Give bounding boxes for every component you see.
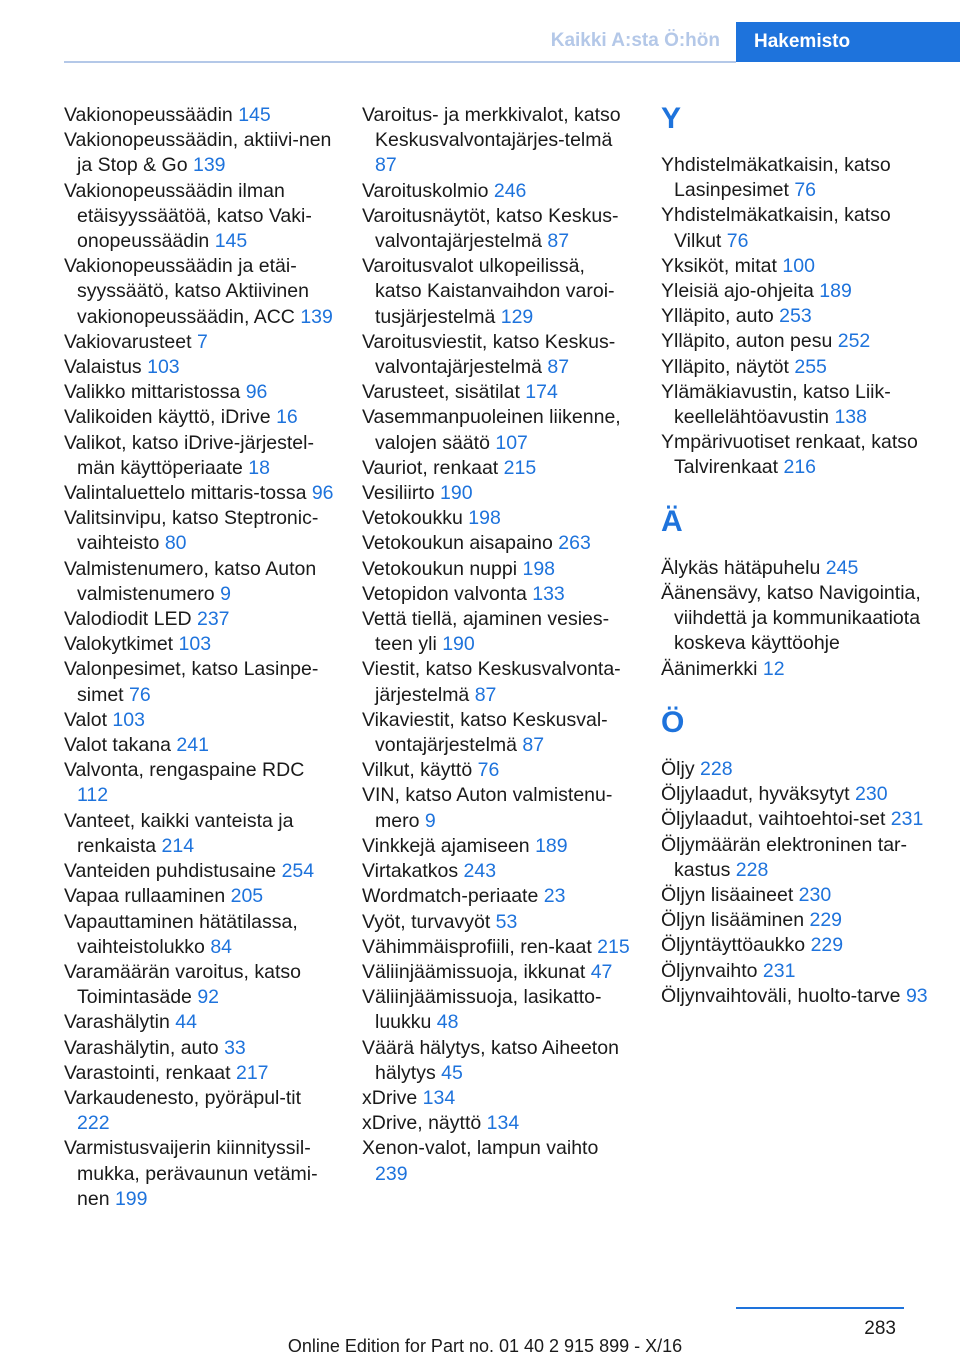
index-entry bbox=[64, 910, 334, 960]
index-entry bbox=[362, 380, 632, 405]
index-entry bbox=[64, 557, 334, 607]
footer-rule bbox=[736, 1307, 904, 1309]
index-entry bbox=[661, 430, 931, 480]
page-link[interactable]: 87 bbox=[522, 734, 545, 757]
index-entry bbox=[661, 355, 931, 380]
section-title: Kaikki A:sta Ö:hön bbox=[550, 30, 720, 51]
entry-term: Valodiodit LED bbox=[64, 608, 197, 631]
entry-term: Vilkut, käyttö bbox=[362, 759, 478, 782]
index-entry bbox=[661, 304, 931, 329]
entry-term: Varoituskolmio bbox=[362, 179, 494, 202]
entry-term: Vakiovarusteet bbox=[64, 330, 197, 353]
index-entry bbox=[64, 355, 334, 380]
entry-term: Valot takana bbox=[64, 734, 177, 757]
entry-term: Vauriot, renkaat bbox=[362, 456, 504, 479]
page-link[interactable]: 215 bbox=[503, 456, 537, 479]
page-link[interactable]: 80 bbox=[164, 532, 187, 555]
index-tab[interactable]: Hakemisto bbox=[736, 22, 960, 62]
index-section-ae bbox=[661, 556, 931, 682]
page-link[interactable]: 263 bbox=[558, 532, 591, 555]
index-entry bbox=[362, 582, 632, 607]
index-entry bbox=[661, 203, 931, 253]
entry-term: Öljynvaihtoväli, huolto-tarve bbox=[661, 984, 906, 1007]
index-column-3 bbox=[661, 103, 931, 1009]
section-gap bbox=[661, 481, 931, 506]
index-entry bbox=[64, 960, 334, 1010]
entry-term: Varastointi, renkaat bbox=[64, 1061, 236, 1084]
entry-term: Vesiliirto bbox=[362, 482, 441, 505]
entry-term: Öljymäärän elektroninen tar-kastus bbox=[661, 833, 908, 881]
entry-term: Väärä hälytys, katso Aiheeton hälytys bbox=[362, 1036, 619, 1084]
index-entry bbox=[362, 910, 632, 935]
index-entry bbox=[362, 405, 632, 455]
page-link[interactable]: 228 bbox=[735, 858, 769, 881]
index-entry bbox=[661, 908, 931, 933]
index-entry bbox=[362, 506, 632, 531]
index-entry bbox=[64, 506, 334, 556]
page-link[interactable]: 133 bbox=[532, 582, 565, 605]
index-column-1 bbox=[64, 103, 334, 1212]
index-entry bbox=[64, 431, 334, 481]
section-gap bbox=[661, 682, 931, 707]
page-link[interactable]: 18 bbox=[248, 456, 270, 479]
index-entry bbox=[64, 733, 334, 758]
entry-term: Varashälytin, auto bbox=[64, 1036, 225, 1059]
page-link[interactable]: 228 bbox=[700, 758, 733, 781]
entry-term: Ylämäkiavustin, katso Liik-keellelähtöavustin bbox=[661, 380, 891, 429]
page-link[interactable]: 255 bbox=[794, 355, 827, 378]
page-link[interactable]: 44 bbox=[175, 1011, 197, 1034]
page-link[interactable]: 231 bbox=[762, 959, 796, 982]
edition-footer bbox=[0, 1336, 960, 1357]
index-entry bbox=[362, 884, 632, 909]
page-link[interactable]: 87 bbox=[547, 356, 570, 379]
entry-term: Valikoiden käyttö, iDrive bbox=[64, 406, 277, 429]
page-link[interactable]: 230 bbox=[855, 783, 888, 806]
index-entry bbox=[64, 809, 334, 859]
page-link[interactable]: 45 bbox=[441, 1061, 463, 1084]
entry-term: Vasemmanpuoleinen liikenne, valojen säätö bbox=[362, 406, 621, 454]
entry-term: xDrive bbox=[362, 1086, 423, 1109]
entry-term: Varoitusvalot ulkopeilissä, katso Kaistanvaihdon varoi-tusjärjestelmä bbox=[362, 255, 615, 328]
index-entry bbox=[64, 657, 334, 707]
index-entry bbox=[64, 405, 334, 430]
entry-term: Valonpesimet, katso Lasinpe-simet bbox=[64, 658, 319, 706]
page-link[interactable]: 229 bbox=[810, 934, 844, 957]
page-link[interactable]: 198 bbox=[468, 507, 501, 530]
entry-term: Vakionopeussäädin bbox=[64, 104, 239, 126]
page-link[interactable]: 231 bbox=[890, 808, 924, 831]
index-entry bbox=[362, 481, 632, 506]
page-link[interactable]: 190 bbox=[442, 633, 475, 656]
index-entry bbox=[661, 153, 931, 203]
index-entry bbox=[362, 1036, 632, 1086]
index-entry bbox=[661, 329, 931, 354]
entry-term: Yhdistelmäkatkaisin, katso Vilkut bbox=[661, 204, 891, 252]
entry-term: Wordmatch-periaate bbox=[362, 885, 544, 908]
page-link[interactable]: 84 bbox=[210, 935, 233, 958]
entry-term: Vikaviestit, katso Keskusval-vontajärjestelmä bbox=[362, 708, 608, 757]
page-link[interactable]: 199 bbox=[114, 1187, 148, 1210]
entry-term: Ylläpito, auton pesu bbox=[661, 330, 838, 353]
page-link[interactable]: 76 bbox=[477, 759, 500, 782]
index-entry bbox=[362, 204, 632, 254]
entry-term: Vettä tiellä, ajaminen vesies-teen yli bbox=[362, 608, 610, 656]
page-header bbox=[0, 0, 960, 62]
page-link[interactable]: 129 bbox=[500, 305, 534, 328]
page-link[interactable]: 243 bbox=[463, 860, 497, 883]
page-link[interactable]: 246 bbox=[493, 179, 527, 202]
entry-term: Virtakatkos bbox=[362, 860, 464, 883]
page-link[interactable]: 12 bbox=[762, 657, 785, 680]
page-link[interactable]: 205 bbox=[230, 885, 264, 908]
index-entry bbox=[362, 758, 632, 783]
index-entry bbox=[64, 179, 334, 255]
page-link[interactable]: 93 bbox=[905, 984, 928, 1007]
index-entry bbox=[362, 456, 632, 481]
page-link[interactable]: 229 bbox=[809, 909, 843, 932]
page-link[interactable]: 134 bbox=[422, 1086, 456, 1109]
index-entry bbox=[661, 757, 931, 782]
page-link[interactable]: 48 bbox=[436, 1011, 459, 1034]
entry-term: Vetopidon valvonta bbox=[362, 582, 533, 605]
entry-term: Valikot, katso iDrive-järjestel-män käyttöperiaate bbox=[64, 431, 314, 479]
entry-term: Varusteet, sisätilat bbox=[362, 381, 526, 404]
index-entry bbox=[362, 179, 632, 204]
index-entry bbox=[64, 128, 334, 178]
page-link[interactable]: 252 bbox=[837, 330, 871, 353]
index-entry bbox=[64, 1086, 334, 1136]
entry-term: Väliinjäämissuoja, ikkunat bbox=[362, 960, 591, 983]
page-link[interactable]: 103 bbox=[112, 708, 145, 731]
entry-term: Valmistenumero, katso Auton valmistenumero bbox=[64, 557, 317, 605]
page-link[interactable]: 254 bbox=[281, 860, 315, 883]
entry-term: Varashälytin bbox=[64, 1011, 176, 1034]
index-entry bbox=[362, 1136, 632, 1186]
page-link[interactable]: 138 bbox=[834, 406, 867, 429]
page-link[interactable]: 139 bbox=[300, 305, 333, 328]
index-entry bbox=[362, 960, 632, 985]
index-entry bbox=[64, 481, 334, 506]
page-link[interactable]: 100 bbox=[782, 254, 815, 277]
index-entry bbox=[64, 1010, 334, 1035]
index-entry bbox=[362, 103, 632, 179]
page-link[interactable]: 96 bbox=[311, 482, 334, 505]
page-number: 283 bbox=[864, 1318, 896, 1339]
edition-text: Online Edition for Part no. 01 40 2 915 899 - X/16 bbox=[287, 1336, 683, 1356]
page-link[interactable]: 7 bbox=[196, 330, 208, 353]
page-link[interactable]: 103 bbox=[178, 633, 212, 656]
index-entry bbox=[661, 254, 931, 279]
entry-term: Vakionopeussäädin ja etäi-syyssäätö, katso Aktiivinen vakionopeussäädin, ACC bbox=[64, 255, 309, 328]
index-entry bbox=[661, 380, 931, 430]
index-entry bbox=[362, 531, 632, 556]
page-link[interactable]: 198 bbox=[522, 557, 556, 580]
entry-term: Vapaa rullaaminen bbox=[64, 885, 231, 908]
page-link[interactable]: 214 bbox=[161, 834, 195, 857]
page-link[interactable]: 216 bbox=[783, 456, 817, 479]
entry-term: Öljylaadut, hyväksytyt bbox=[661, 783, 855, 806]
page-link[interactable]: 47 bbox=[590, 960, 613, 983]
index-section-y bbox=[661, 153, 931, 481]
entry-term: Varoitus- ja merkkivalot, katso Keskusvalvontajärjes-telmä bbox=[362, 104, 621, 152]
entry-term: Varkaudenesto, pyöräpul-tit bbox=[64, 1086, 302, 1109]
page-link[interactable]: 23 bbox=[543, 885, 566, 908]
page-link[interactable]: 96 bbox=[245, 381, 268, 404]
index-entry bbox=[661, 807, 931, 832]
index-entry bbox=[64, 632, 334, 657]
entry-term: Älykäs hätäpuhelu bbox=[661, 556, 826, 579]
index-entry bbox=[64, 103, 334, 128]
entry-term: Öljynvaihto bbox=[661, 959, 763, 982]
entry-term: Valikko mittaristossa bbox=[64, 381, 246, 404]
entry-term: Vinkkejä ajamiseen bbox=[362, 834, 536, 857]
entry-term: Öljyn lisäaineet bbox=[661, 884, 799, 907]
page-link[interactable]: 145 bbox=[214, 230, 248, 253]
index-entry bbox=[661, 959, 931, 984]
page-link[interactable]: 241 bbox=[176, 734, 209, 757]
header-rule bbox=[64, 61, 736, 63]
page-link[interactable]: 190 bbox=[440, 482, 473, 505]
entry-term: Ylläpito, näytöt bbox=[661, 355, 795, 378]
page-link[interactable]: 237 bbox=[196, 608, 230, 631]
entry-term: Öljylaadut, vaihtoehtoi-set bbox=[661, 808, 891, 831]
index-entry bbox=[661, 657, 931, 682]
index-entry bbox=[362, 985, 632, 1035]
index-entry bbox=[661, 984, 931, 1009]
index-entry bbox=[362, 1111, 632, 1136]
page-link[interactable]: 174 bbox=[525, 381, 558, 404]
index-entry bbox=[362, 1086, 632, 1111]
entry-term: Vähimmäisprofiili, ren-kaat bbox=[362, 935, 598, 958]
page-link[interactable]: 103 bbox=[147, 356, 180, 379]
page-link[interactable]: 16 bbox=[276, 406, 298, 429]
entry-term: Vanteiden puhdistusaine bbox=[64, 860, 282, 883]
page-link[interactable]: 107 bbox=[495, 431, 528, 454]
page-link[interactable]: 76 bbox=[794, 179, 817, 202]
index-entry bbox=[661, 833, 931, 883]
index-entry bbox=[362, 557, 632, 582]
entry-term: xDrive, näyttö bbox=[362, 1112, 487, 1135]
entry-term: Vapauttaminen hätätilassa, vaihteistolukko bbox=[64, 910, 298, 958]
entry-term: Yksiköt, mitat bbox=[661, 254, 783, 277]
index-entry bbox=[64, 1136, 334, 1212]
index-entry bbox=[64, 859, 334, 884]
entry-term: Varamäärän varoitus, katso Toimintasäde bbox=[64, 960, 301, 1009]
index-entry bbox=[362, 607, 632, 657]
page-link[interactable]: 245 bbox=[825, 556, 859, 579]
entry-term: VIN, katso Auton valmistenu-mero bbox=[362, 784, 613, 832]
entry-term: Varoitusnäytöt, katso Keskus-valvontajärjestelmä bbox=[362, 204, 619, 253]
entry-term: Vakionopeussäädin ilman etäisyyssäätöä, katso Vaki-onopeussäädin bbox=[64, 179, 312, 253]
entry-term: Valot bbox=[64, 708, 113, 731]
index-entry bbox=[64, 1036, 334, 1061]
entry-term: Xenon-valot, lampun vaihto bbox=[362, 1137, 599, 1160]
page-link[interactable]: 92 bbox=[197, 986, 220, 1009]
page-link[interactable]: 139 bbox=[192, 154, 226, 177]
entry-term: Äänensävy, katso Navigointia, viihdettä ja kommunikaatiota koskeva käyttöohje bbox=[661, 582, 921, 655]
index-entry bbox=[64, 708, 334, 733]
page-link[interactable]: 76 bbox=[129, 683, 151, 706]
entry-term: Valintaluettelo mittaris-tossa bbox=[64, 482, 312, 505]
index-entry bbox=[362, 834, 632, 859]
index-entry bbox=[661, 782, 931, 807]
page-link[interactable]: 217 bbox=[235, 1061, 269, 1084]
page-link[interactable]: 253 bbox=[779, 305, 812, 328]
page-link[interactable]: 33 bbox=[224, 1036, 246, 1059]
entry-term: Öljyn lisääminen bbox=[661, 909, 810, 932]
page-link[interactable]: 215 bbox=[597, 935, 630, 958]
entry-term: Ylläpito, auto bbox=[661, 305, 780, 328]
page-link[interactable]: 189 bbox=[819, 280, 852, 303]
page-link[interactable]: 9 bbox=[424, 809, 436, 832]
index-column-2 bbox=[362, 103, 632, 1187]
index-entry bbox=[64, 1061, 334, 1086]
page-link[interactable]: 87 bbox=[547, 230, 570, 253]
entry-term: Valitsinvipu, katso Steptronic-vaihteisto bbox=[64, 507, 319, 555]
index-entry bbox=[362, 859, 632, 884]
page-link[interactable]: 87 bbox=[474, 683, 497, 706]
entry-term: Vetokoukun aisapaino bbox=[362, 532, 559, 555]
entry-term: Varoitusviestit, katso Keskus-valvontajärjestelmä bbox=[362, 330, 616, 379]
index-entry bbox=[64, 330, 334, 355]
index-section-oe bbox=[661, 757, 931, 1009]
index-entry bbox=[661, 581, 931, 657]
index-entry bbox=[64, 758, 334, 808]
entry-term: Öljy bbox=[661, 758, 700, 781]
entry-term: Äänimerkki bbox=[661, 657, 763, 680]
entry-term: Valokytkimet bbox=[64, 633, 179, 656]
index-entry bbox=[64, 380, 334, 405]
page-link[interactable]: 189 bbox=[535, 834, 568, 857]
page-link[interactable]: 53 bbox=[495, 910, 518, 933]
index-entry bbox=[64, 254, 334, 330]
page-link[interactable]: 87 bbox=[375, 154, 397, 177]
entry-term: Väliinjäämissuoja, lasikatto-luukku bbox=[362, 986, 602, 1034]
letter-heading-ae: Ä bbox=[661, 504, 683, 538]
letter-heading-y: Y bbox=[661, 102, 682, 135]
entry-term: Vanteet, kaikki vanteista ja renkaista bbox=[64, 809, 294, 857]
index-entry bbox=[661, 883, 931, 908]
entry-term: Öljyntäyttöaukko bbox=[661, 934, 811, 957]
page-link[interactable]: 145 bbox=[238, 104, 271, 126]
page-link[interactable]: 239 bbox=[375, 1162, 408, 1185]
entry-term: Varmistusvaijerin kiinnityssil-mukka, perävaunun vetämi-nen bbox=[64, 1137, 318, 1210]
entry-term: Viestit, katso Keskusvalvonta-järjestelmä bbox=[362, 658, 621, 706]
page-link[interactable]: 76 bbox=[726, 229, 749, 252]
index-entry bbox=[362, 254, 632, 330]
index-entry bbox=[362, 783, 632, 833]
page-link[interactable]: 230 bbox=[798, 884, 832, 907]
index-entry bbox=[362, 708, 632, 758]
entry-term: Vyöt, turvavyöt bbox=[362, 910, 496, 933]
index-entry bbox=[661, 279, 931, 304]
page-link[interactable]: 134 bbox=[486, 1112, 520, 1135]
entry-term: Vakionopeussäädin, aktiivi-nen ja Stop & Go bbox=[64, 129, 332, 177]
entry-term: Yleisiä ajo-ohjeita bbox=[661, 280, 820, 303]
page-link[interactable]: 9 bbox=[220, 582, 231, 605]
entry-term: Yhdistelmäkatkaisin, katso Lasinpesimet bbox=[661, 154, 891, 202]
page-link[interactable]: 222 bbox=[77, 1112, 110, 1135]
letter-heading-oe: Ö bbox=[661, 706, 685, 740]
index-entry bbox=[64, 607, 334, 632]
entry-term: Valvonta, rengaspaine RDC bbox=[64, 759, 305, 782]
index-entry bbox=[661, 933, 931, 958]
index-entry bbox=[362, 935, 632, 960]
index-entry bbox=[362, 657, 632, 707]
index-entry bbox=[64, 884, 334, 909]
entry-term: Valaistus bbox=[64, 356, 148, 379]
entry-term: Vetokoukun nuppi bbox=[362, 557, 523, 580]
entry-term: Vetokoukku bbox=[362, 507, 469, 530]
index-entry bbox=[661, 556, 931, 581]
entry-term: Ympärivuotiset renkaat, katso Talvirenkaat bbox=[661, 431, 918, 479]
index-entry bbox=[362, 330, 632, 380]
page-link[interactable]: 112 bbox=[77, 784, 109, 807]
